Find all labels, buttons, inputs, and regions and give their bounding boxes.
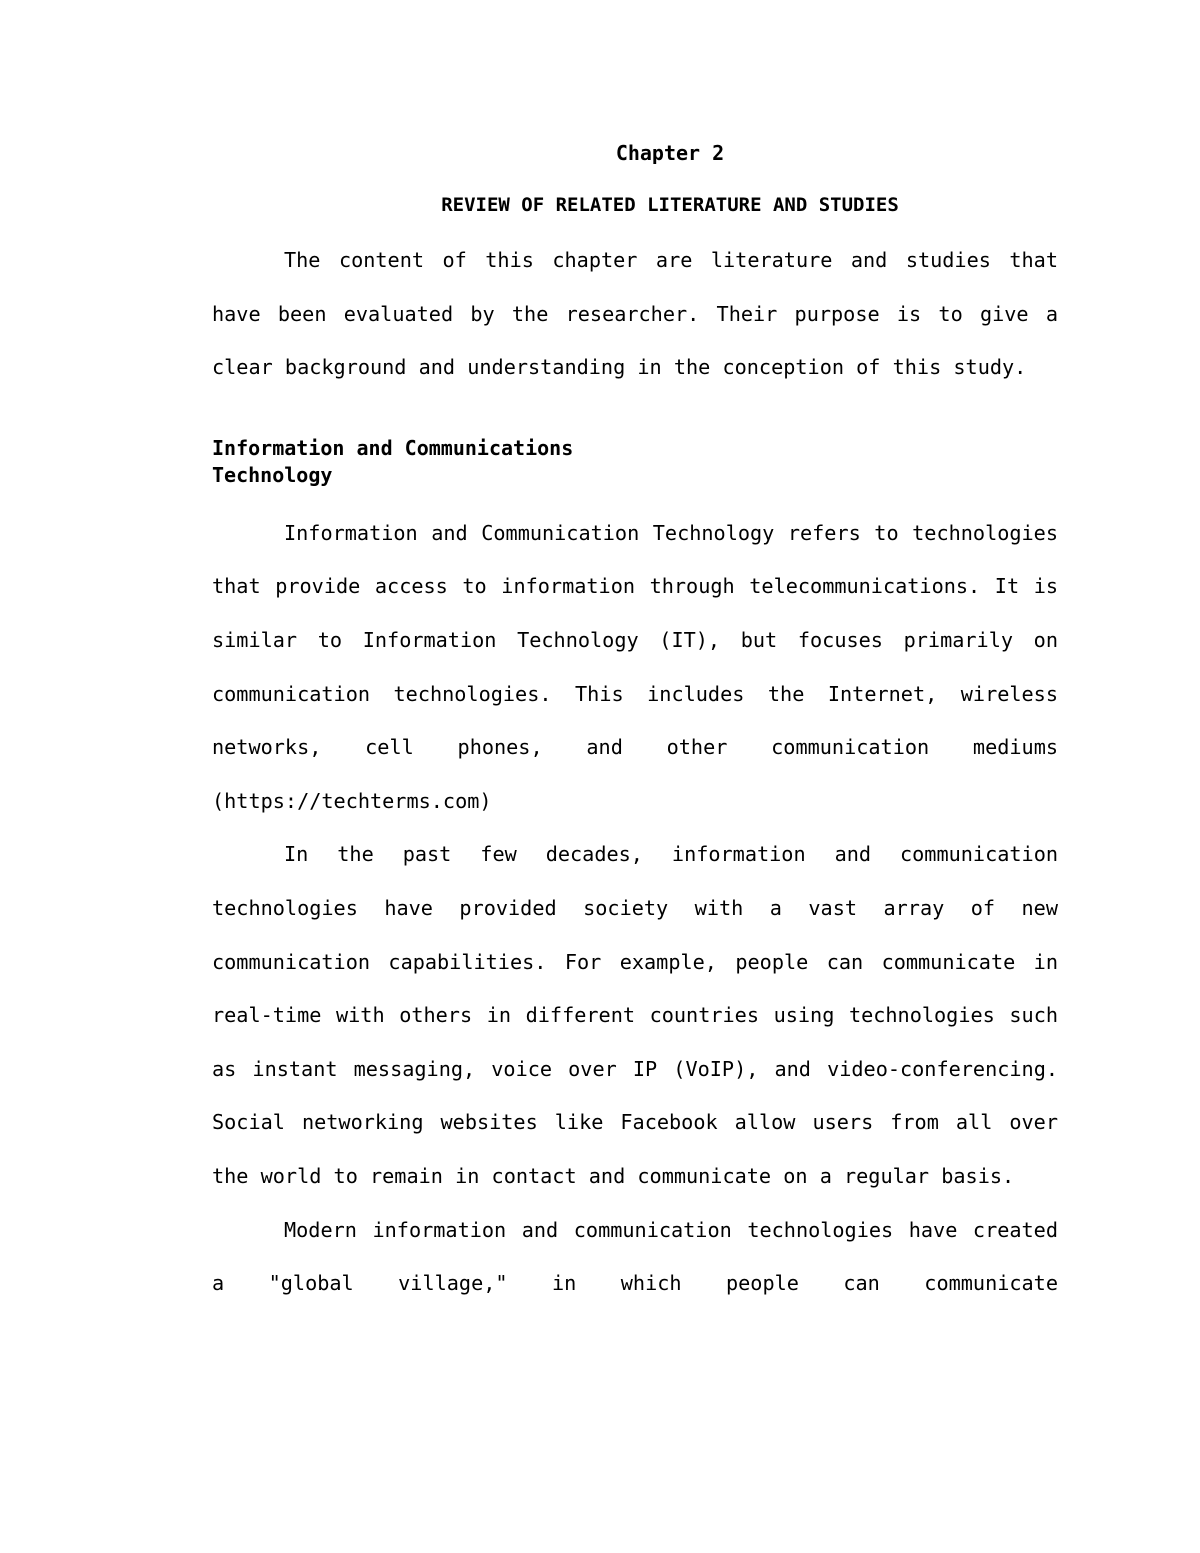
chapter-subtitle: REVIEW OF RELATED LITERATURE AND STUDIES <box>441 194 899 216</box>
section-heading: Information and Communications Technology <box>212 435 574 487</box>
chapter-title: Chapter 2 <box>615 141 725 165</box>
body-paragraph-2: In the past few decades, information and communication technologies have provided society with a vast array of new communication capabilities. For example, people can communicate in real-time with others in different countries using technologies such as instant messaging, voice over IP (VoIP), and video-conferencing. Social networking websites like Facebook allow users from all over the world to remain in contact and communicate on a regular basis. <box>212 842 1058 1188</box>
body-paragraph-3: Modern information and communication technologies have created a "global village," in which people can communicate <box>212 1217 1058 1296</box>
intro-paragraph: The content of this chapter are literature and studies that have been evaluated by the researcher. Their purpose is to give a clear background and understanding in the conception of this study. <box>212 248 1058 380</box>
body-paragraph-1: Information and Communication Technology refers to technologies that provide access to information through telecommunications. It is similar to Information Technology (IT), but focuses primarily on communication technologies. This includes the Internet, wireless networks, cell phones, and other communication mediums (https://techterms.com) <box>212 520 1058 813</box>
page-content <box>212 138 1058 1311</box>
